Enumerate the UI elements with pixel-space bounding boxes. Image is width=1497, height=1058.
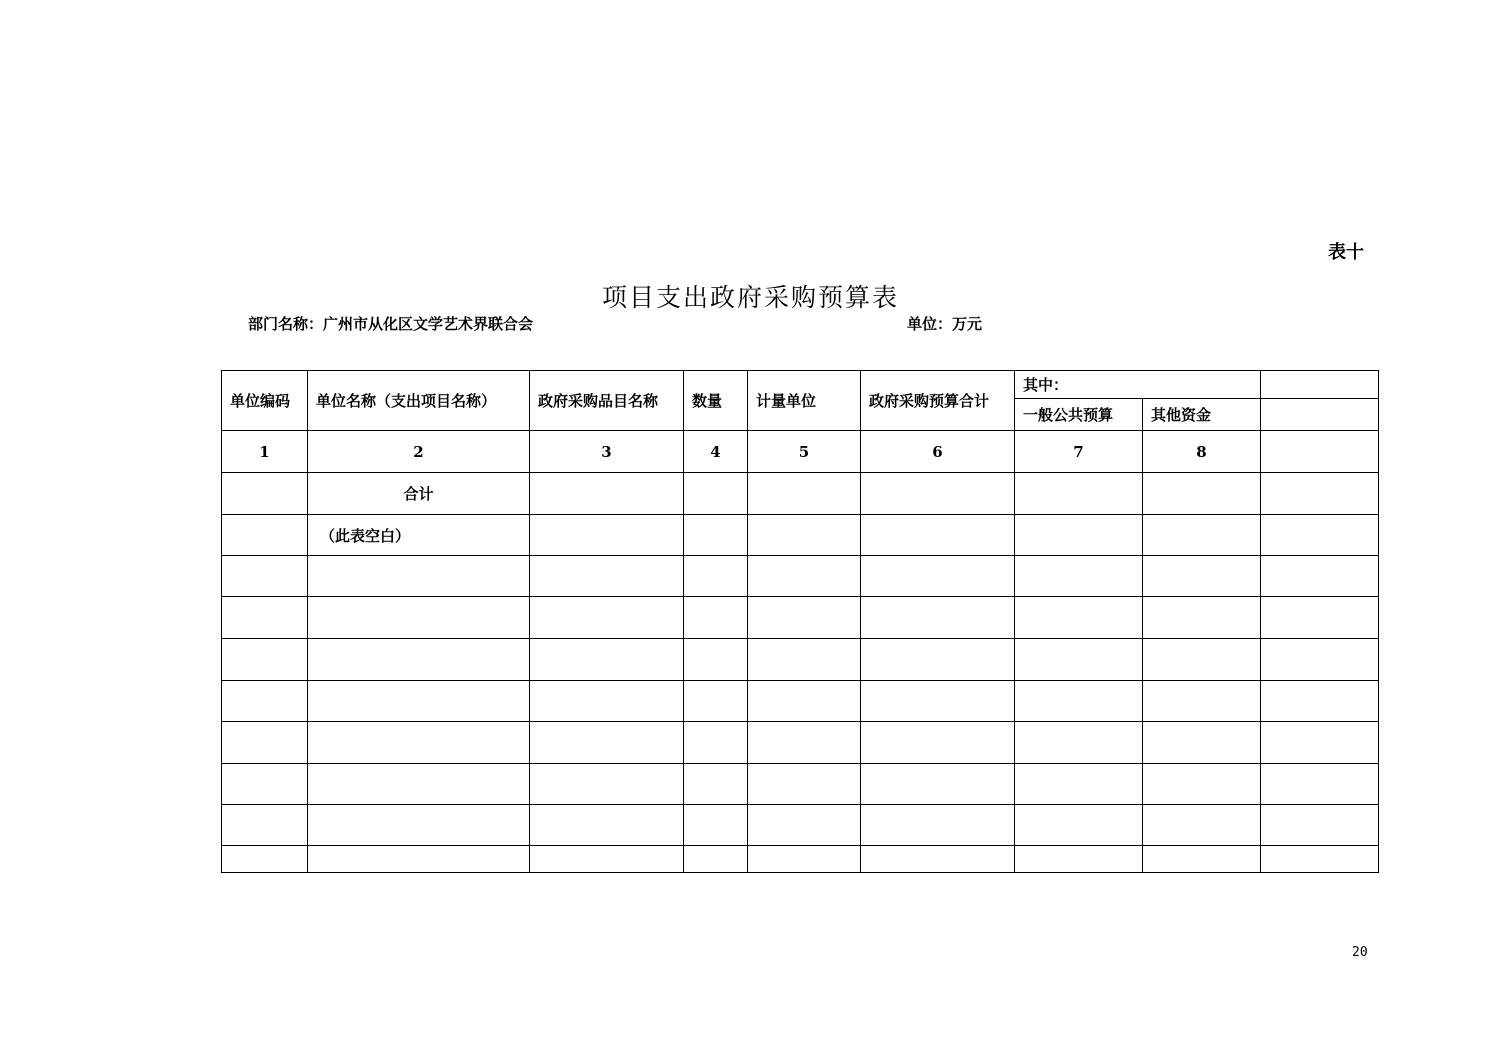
total-label: 合计	[308, 473, 530, 515]
table-cell	[861, 473, 1015, 515]
blank-note: （此表空白）	[308, 515, 530, 556]
column-number: 5	[748, 431, 861, 473]
table-cell	[1261, 764, 1379, 805]
table-cell	[1143, 681, 1261, 722]
table-cell	[1261, 431, 1379, 473]
table-cell	[1143, 764, 1261, 805]
page-number: 20	[1352, 945, 1368, 960]
header-unit-name: 单位名称（支出项目名称）	[308, 371, 530, 431]
table-cell	[684, 473, 748, 515]
table-cell	[684, 722, 748, 764]
header-measure-unit: 计量单位	[748, 371, 861, 431]
table-cell	[308, 722, 530, 764]
table-cell	[1261, 846, 1379, 873]
table-cell	[861, 597, 1015, 639]
table-cell	[222, 556, 308, 597]
table-cell	[748, 639, 861, 681]
department-name: 部门名称：广州市从化区文学艺术界联合会	[248, 315, 534, 333]
table-cell	[308, 846, 530, 873]
column-number: 7	[1015, 431, 1143, 473]
table-cell	[1261, 805, 1379, 846]
header-other-funds: 其他资金	[1143, 399, 1261, 431]
table-cell	[748, 556, 861, 597]
table-cell	[1015, 764, 1143, 805]
table-cell	[1015, 639, 1143, 681]
table-cell	[1261, 473, 1379, 515]
table-cell	[684, 515, 748, 556]
column-number: 4	[684, 431, 748, 473]
table-cell	[530, 556, 684, 597]
table-row	[222, 764, 1379, 805]
table-cell	[308, 556, 530, 597]
table-cell	[1143, 722, 1261, 764]
table-cell	[530, 473, 684, 515]
table-cell	[684, 764, 748, 805]
table-cell	[222, 722, 308, 764]
header-extra-cell	[1261, 399, 1379, 431]
table-cell	[308, 805, 530, 846]
table-cell	[748, 597, 861, 639]
table-cell	[530, 764, 684, 805]
table-cell	[530, 805, 684, 846]
table-cell	[861, 556, 1015, 597]
table-cell	[1261, 681, 1379, 722]
table-cell	[1143, 639, 1261, 681]
table-cell	[1261, 597, 1379, 639]
table-cell	[222, 846, 308, 873]
page-title	[0, 278, 1497, 314]
table-row	[222, 681, 1379, 722]
page-title-text: 项目支出政府采购预算表	[601, 283, 899, 312]
table-cell	[861, 639, 1015, 681]
table-row	[222, 805, 1379, 846]
table-row	[222, 846, 1379, 873]
table-cell	[1143, 473, 1261, 515]
table-cell	[222, 805, 308, 846]
table-cell	[1015, 515, 1143, 556]
table-row	[222, 639, 1379, 681]
table-cell	[1015, 846, 1143, 873]
table-cell	[1015, 805, 1143, 846]
table-cell	[1143, 515, 1261, 556]
table-cell	[308, 597, 530, 639]
table-cell	[1261, 515, 1379, 556]
table-cell	[1261, 556, 1379, 597]
table-cell	[684, 639, 748, 681]
table-cell	[1143, 805, 1261, 846]
header-of-which: 其中：	[1015, 371, 1261, 399]
table-cell	[222, 764, 308, 805]
table-cell	[684, 556, 748, 597]
table-cell	[748, 764, 861, 805]
table-cell	[684, 846, 748, 873]
table-cell	[1261, 722, 1379, 764]
procurement-budget-table	[221, 370, 1379, 873]
table-cell	[861, 846, 1015, 873]
table-row	[222, 556, 1379, 597]
table-cell	[308, 681, 530, 722]
table-row	[222, 597, 1379, 639]
header-extra-cell	[1261, 371, 1379, 399]
table-cell	[530, 681, 684, 722]
header-item-name: 政府采购品目名称	[530, 371, 684, 431]
table-cell	[308, 764, 530, 805]
table-cell	[530, 597, 684, 639]
table-cell	[861, 681, 1015, 722]
table-label: 表十	[1328, 242, 1364, 263]
table-cell	[1015, 473, 1143, 515]
column-number: 8	[1143, 431, 1261, 473]
table-cell	[530, 639, 684, 681]
table-row	[222, 722, 1379, 764]
table-cell	[861, 515, 1015, 556]
blank-note-row	[222, 515, 1379, 556]
column-number: 6	[861, 431, 1015, 473]
table-cell	[222, 515, 308, 556]
header-quantity: 数量	[684, 371, 748, 431]
table-cell	[684, 597, 748, 639]
table-cell	[530, 515, 684, 556]
table-cell	[222, 681, 308, 722]
column-number: 2	[308, 431, 530, 473]
table-cell	[684, 681, 748, 722]
table-cell	[684, 805, 748, 846]
header-unit-code: 单位编码	[222, 371, 308, 431]
table-cell	[748, 515, 861, 556]
table-cell	[1015, 681, 1143, 722]
table-cell	[1015, 722, 1143, 764]
table-cell	[1015, 597, 1143, 639]
column-number-row	[222, 431, 1379, 473]
header-budget-total: 政府采购预算合计	[861, 371, 1015, 431]
header-general-budget: 一般公共预算	[1015, 399, 1143, 431]
column-number: 3	[530, 431, 684, 473]
table-cell	[308, 639, 530, 681]
table-cell	[748, 805, 861, 846]
table-cell	[748, 722, 861, 764]
table-cell	[1261, 639, 1379, 681]
table-cell	[222, 597, 308, 639]
table-cell	[861, 722, 1015, 764]
unit-label: 单位：万元	[907, 315, 983, 333]
table-cell	[748, 473, 861, 515]
table-cell	[748, 846, 861, 873]
table-cell	[222, 639, 308, 681]
table-cell	[1143, 846, 1261, 873]
total-row	[222, 473, 1379, 515]
table-cell	[1143, 597, 1261, 639]
table-cell	[1143, 556, 1261, 597]
table-cell	[861, 764, 1015, 805]
table-cell	[748, 681, 861, 722]
table-cell	[530, 722, 684, 764]
column-number: 1	[222, 431, 308, 473]
table-cell	[530, 846, 684, 873]
table-cell	[1015, 556, 1143, 597]
table-cell	[861, 805, 1015, 846]
table-cell	[222, 473, 308, 515]
